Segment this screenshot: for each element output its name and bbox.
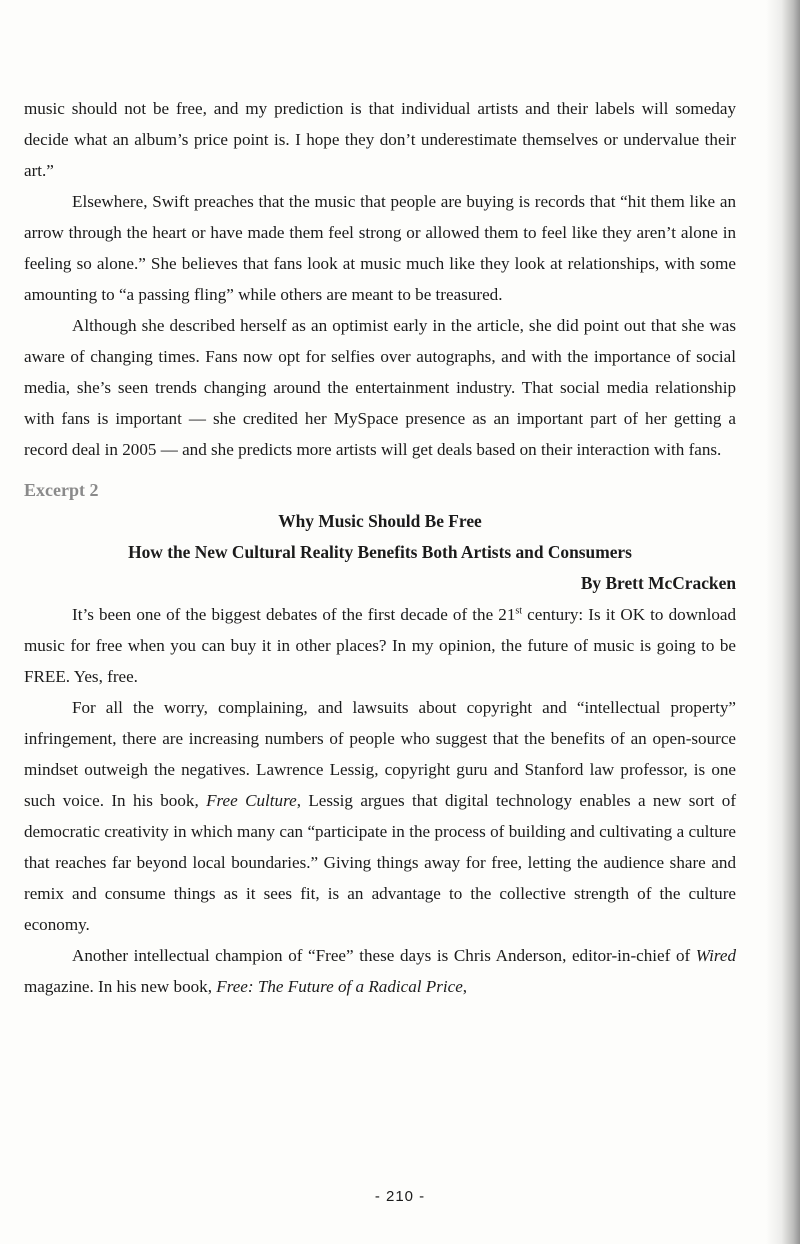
article-title: Why Music Should Be Free <box>278 511 482 531</box>
paragraph-6-text-a: Another intellectual champion of “Free” these days is Chris Anderson, editor-in-chief of <box>72 946 696 965</box>
paragraph-6 <box>24 940 736 1002</box>
excerpt-label: Excerpt 2 <box>24 480 99 500</box>
paragraph-5 <box>24 692 736 940</box>
magazine-title-wired: Wired <box>695 946 736 965</box>
article-subtitle: How the New Cultural Reality Benefits Both Artists and Consumers <box>128 542 632 562</box>
ordinal-suffix: st <box>515 605 523 617</box>
book-title-free: Free: The Future of a Radical Price <box>216 977 463 996</box>
paragraph-2: Elsewhere, Swift preaches that the music that people are buying is records that “hit them like an arrow through the heart or have made them feel strong or allowed them to feel like they aren’t alone in feeling so alone.” She believes that fans look at music much like they look at relationships, with some amounting to “a passing fling” while others are meant to be treasured. <box>24 192 736 304</box>
paragraph-1: music should not be free, and my prediction is that individual artists and their labels will someday decide what an album’s price point is. I hope they don’t underestimate themselves or undervalue their art.” <box>24 99 736 180</box>
paragraph-4-text-a: It’s been one of the biggest debates of the first decade of the 21 <box>72 605 516 624</box>
page-number: - 210 - <box>374 1188 426 1205</box>
paragraph-5-text-b: , Lessig argues that digital technology enables a new sort of democratic creativity in which many can “participate in the process of building and cultivating a culture that reaches far beyond local boundaries.” Giving things away for free, letting the audience share and remix and consume things as it sees fit, is an advantage to the collective strength of the culture economy. <box>24 791 737 934</box>
page-edge-shadow <box>766 0 800 1244</box>
page-body <box>24 93 736 1002</box>
paragraph-4 <box>24 599 736 692</box>
paragraph-6-text-b: magazine. In his new book, <box>24 977 217 996</box>
book-title-free-culture: Free Culture <box>206 791 297 810</box>
paragraph-4-text-b: century: Is it OK to download music for free when you can buy it in other places? In my opinion, the future of music is going to be FREE. Yes, free. <box>24 605 737 686</box>
paragraph-3: Although she described herself as an optimist early in the article, she did point out that she was aware of changing times. Fans now opt for selfies over autographs, and with the importance of social media, she’s seen trends changing around the entertainment industry. That social media relationship with fans is important — she credited her MySpace presence as an important part of her getting a record deal in 2005 — and she predicts more artists will get deals based on their interaction with fans. <box>24 316 736 459</box>
byline: By Brett McCracken <box>580 573 736 593</box>
paragraph-6-text-c: , <box>462 977 468 996</box>
paragraph-5-text-a: For all the worry, complaining, and lawsuits about copyright and “intellectual property” infringement, there are increasing numbers of people who suggest that the benefits of an open-source mindset outweigh the negatives. Lawrence Lessig, copyright guru and Stanford law professor, is one such voice. In his book, <box>24 698 736 810</box>
